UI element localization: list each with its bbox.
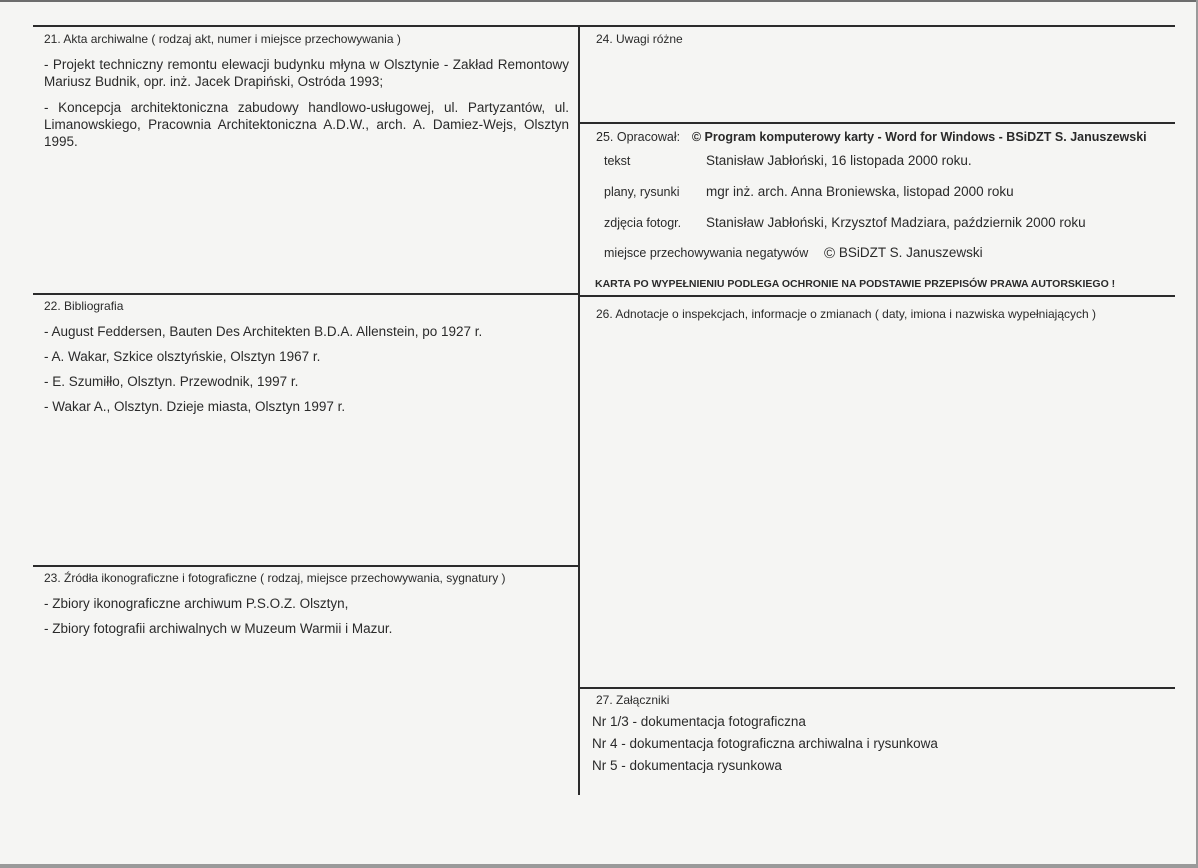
list-item: - Zbiory fotografii archiwalnych w Muzeum Warmii i Mazur. [44,621,393,636]
row-label: tekst [604,154,631,168]
list-item: - August Feddersen, Bauten Des Architekten B.D.A. Allenstein, po 1927 r. [44,324,483,339]
section-23-heading: 23. Źródła ikonograficzne i fotograficzne ( rodzaj, miejsce przechowywania, sygnatury ) [44,571,506,585]
section-26-heading: 26. Adnotacje o inspekcjach, informacje o zmianach ( daty, imiona i nazwiska wypełniających ) [596,307,1097,321]
list-item: - Zbiory ikonograficzne archiwum P.S.O.Z. Olsztyn, [44,596,349,611]
list-item: Nr 1/3 - dokumentacja fotograficzna [592,714,806,729]
author-row-photos [604,215,1086,230]
row-value: Stanisław Jabłoński, 16 listopada 2000 roku. [706,153,972,168]
rule-25-26 [580,295,1175,297]
author-row-negatives [604,245,983,262]
list-item: - Koncepcja architektoniczna zabudowy handlowo-usługowej, ul. Partyzantów, ul. Limanowskiego, Pracownia Architektoniczna A.D.W., arch. A. Damiez-Wejs, Olsztyn 1995. [44,100,569,149]
list-item: - Wakar A., Olsztyn. Dzieje miasta, Olsztyn 1997 r. [44,399,346,414]
row-value: mgr inż. arch. Anna Broniewska, listopad 2000 roku [706,184,1014,199]
program-credit: © Program komputerowy karty - Word for Windows - BSiDZT S. Januszewski [691,130,1147,144]
section-26-inspections [596,306,1171,331]
list-item: - Projekt techniczny remontu elewacji budynku młyna w Olsztynie - Zakład Remontowy Mariusz Budnik, opr. inż. Jacek Drapiński, Ostróda 1993; [44,57,569,89]
rule-22-23 [33,565,580,567]
row-label: miejsce przechowywania negatywów [604,246,809,260]
prepared-by-label: 25. Opracował: [596,130,681,144]
section-25-header [596,129,1147,144]
section-27-heading: 27. Załączniki [596,693,670,707]
rule-24-25 [580,122,1175,124]
rule-26-27 [580,687,1175,689]
vertical-divider [578,25,580,795]
copyright-icon: © [824,245,836,262]
section-21-heading: 21. Akta archiwalne ( rodzaj akt, numer i miejsce przechowywania ) [44,32,401,46]
author-row-text [604,153,972,168]
section-22-heading: 22. Bibliografia [44,299,124,313]
section-27-attachments [592,692,1167,782]
section-21-archival-records [44,31,569,158]
list-item: Nr 4 - dokumentacja fotograficzna archiwalna i rysunkowa [592,736,938,751]
section-23-iconographic-sources [44,570,569,645]
author-row-plans [604,184,1014,199]
copyright-notice: KARTA PO WYPEŁNIENIU PODLEGA OCHRONIE NA PODSTAWIE PRZEPISÓW PRAWA AUTORSKIEGO ! [595,278,1116,290]
list-item: - E. Szumiłło, Olsztyn. Przewodnik, 1997 r. [44,374,299,389]
top-rule [33,25,1175,27]
row-value: Stanisław Jabłoński, Krzysztof Madziara, październik 2000 roku [706,215,1086,230]
list-item: - A. Wakar, Szkice olsztyńskie, Olsztyn 1967 r. [44,349,321,364]
section-22-bibliography [44,298,569,423]
section-24-heading: 24. Uwagi różne [596,32,683,46]
list-item: Nr 5 - dokumentacja rysunkowa [592,758,782,773]
rule-21-22 [33,293,580,295]
row-label: plany, rysunki [604,185,680,199]
row-label: zdjęcia fotogr. [604,216,682,230]
row-value: BSiDZT S. Januszewski [838,245,983,260]
section-24-remarks [596,31,1166,56]
